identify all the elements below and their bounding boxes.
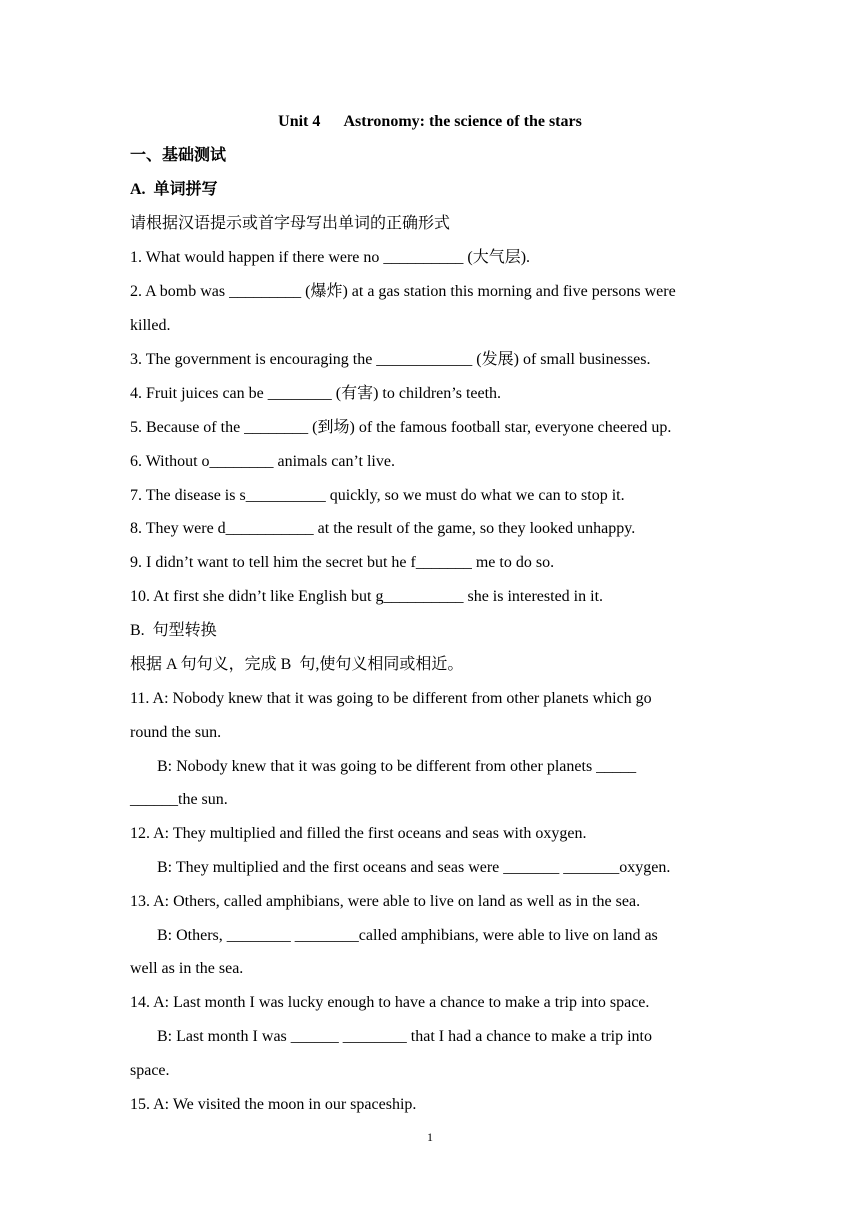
question-line: 13. A: Others, called amphibians, were able to live on land as well as in the sea. (130, 893, 641, 910)
part-a-heading: A. 单词拼写 (130, 181, 218, 198)
question-line: B: Others, ________ ________called amphibians, were able to live on land as (157, 927, 658, 944)
question-line: 4. Fruit juices can be ________ (有害) to children’s teeth. (130, 385, 502, 402)
question-line: 3. The government is encouraging the ____________ (发展) of small businesses. (130, 351, 651, 368)
question-line: B: Last month I was ______ ________ that I had a chance to make a trip into (157, 1028, 652, 1045)
question-line: round the sun. (130, 724, 222, 741)
question-line: 2. A bomb was _________ (爆炸) at a gas station this morning and five persons were (130, 283, 676, 300)
part-b-heading: B. 句型转换 (130, 622, 217, 639)
page-number: 1 (427, 1130, 433, 1144)
question-line: 6. Without o________ animals can’t live. (130, 453, 395, 470)
question-line: 7. The disease is s__________ quickly, so we must do what we can to stop it. (130, 487, 625, 504)
question-line: space. (130, 1062, 170, 1079)
part-a-instruction: 请根据汉语提示或首字母写出单词的正确形式 (130, 215, 451, 232)
question-line: ______the sun. (130, 791, 228, 808)
question-line: 14. A: Last month I was lucky enough to have a chance to make a trip into space. (130, 994, 650, 1011)
question-line: 15. A: We visited the moon in our spaceship. (130, 1096, 417, 1113)
part-b-instruction: 根据 A 句句义，完成 B 句,使句义相同或相近。 (130, 656, 464, 673)
question-line: 8. They were d___________ at the result of the game, so they looked unhappy. (130, 520, 636, 537)
section-heading: 一、基础测试 (130, 147, 227, 164)
question-line: 10. At first she didn’t like English but g__________ she is interested in it. (130, 588, 604, 605)
question-line: 9. I didn’t want to tell him the secret but he f_______ me to do so. (130, 554, 555, 571)
question-line: 1. What would happen if there were no __________ (大气层). (130, 249, 531, 266)
question-line: B: They multiplied and the first oceans and seas were _______ _______oxygen. (157, 859, 671, 876)
question-line: B: Nobody knew that it was going to be different from other planets _____ (157, 758, 637, 775)
question-line: 5. Because of the ________ (到场) of the famous football star, everyone cheered up. (130, 419, 672, 436)
question-line: killed. (130, 317, 171, 334)
question-line: 12. A: They multiplied and filled the first oceans and seas with oxygen. (130, 825, 587, 842)
question-line: 11. A: Nobody knew that it was going to be different from other planets which go (130, 690, 652, 707)
question-line: well as in the sea. (130, 960, 244, 977)
page-title: Unit 4 Astronomy: the science of the stars (278, 113, 582, 130)
